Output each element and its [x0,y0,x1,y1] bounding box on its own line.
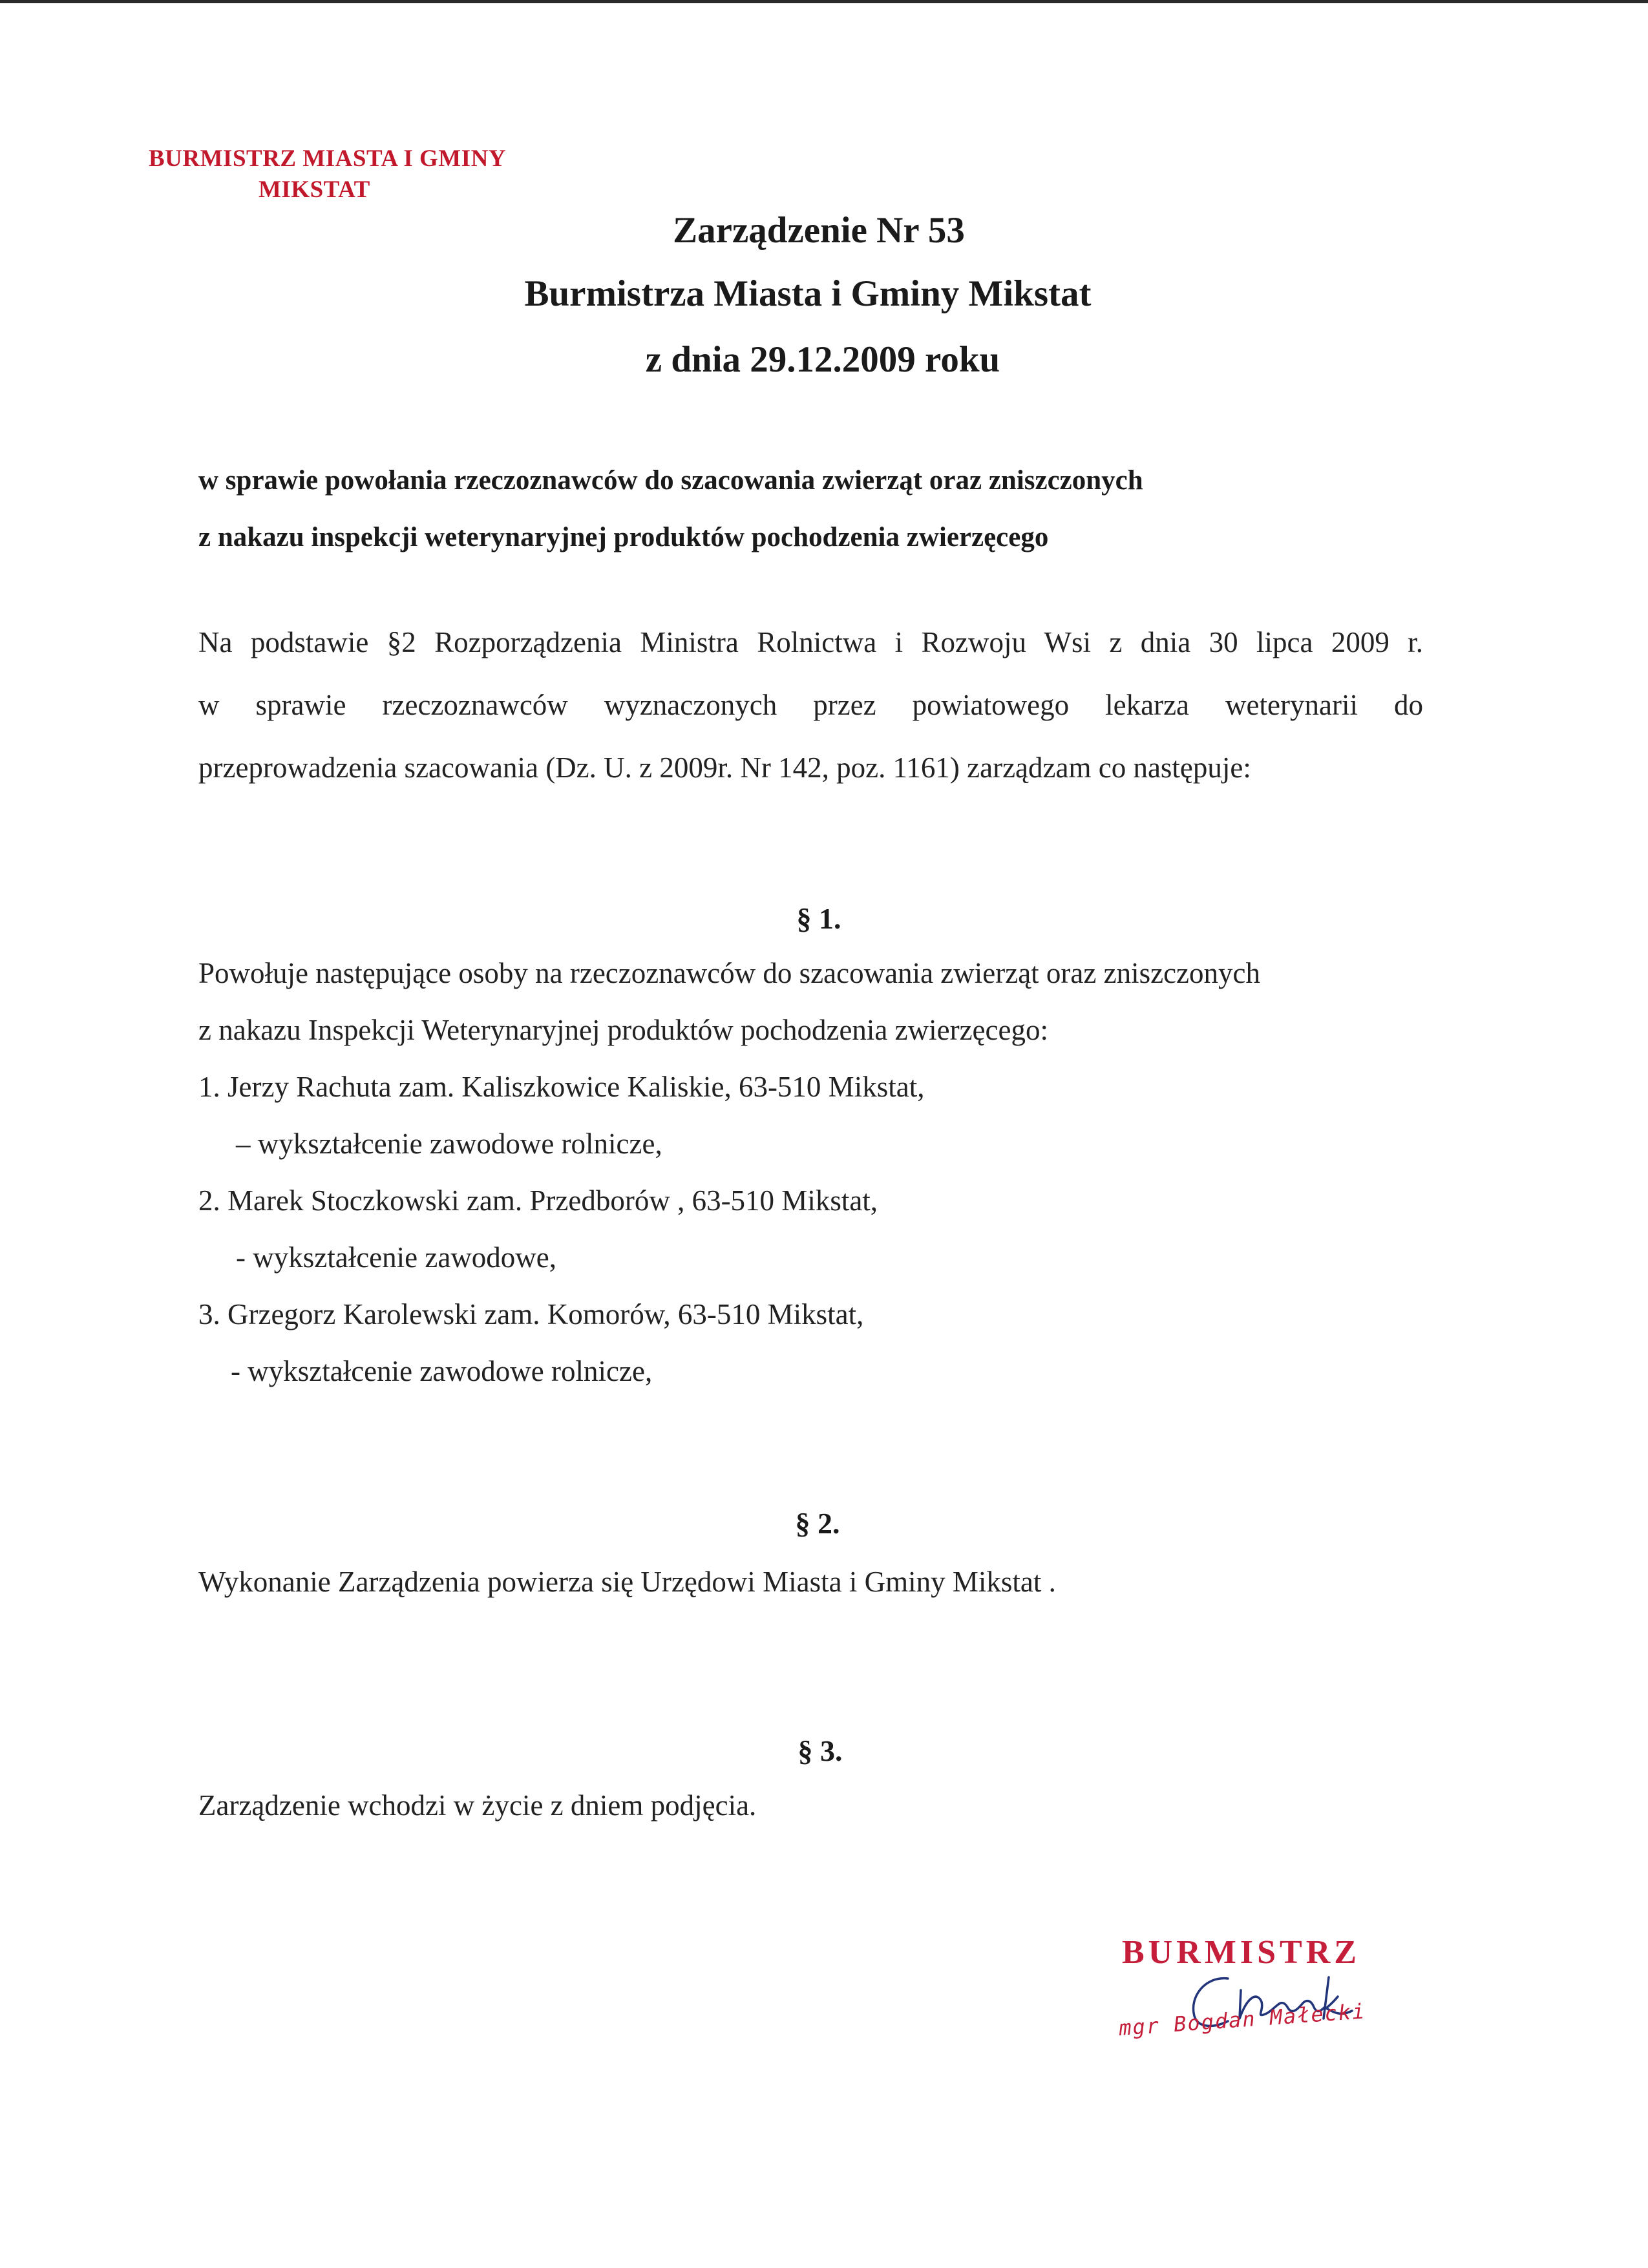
section2-body [198,1553,1056,1610]
section1-body [198,945,1260,1400]
issuer-title: Burmistrza Miasta i Gminy Mikstat [524,273,1092,314]
list-item-person: 1. Jerzy Rachuta zam. Kaliszkowice Kaliskie, 63-510 Mikstat, [198,1071,925,1103]
signature-stamp-title: BURMISTRZ [1122,1934,1360,1971]
basis-line1: Na podstawie §2 Rozporządzenia Ministra Rolnictwa i Rozwoju Wsi z dnia 30 lipca 2009 r. [198,626,1423,658]
signature-stamp-name: mgr Bogdan Małecki [1118,1999,1367,2041]
top-scan-edge [0,0,1648,3]
section2-text: Wykonanie Zarządzenia powierza się Urzędowi Miasta i Gminy Mikstat . [198,1566,1056,1598]
section2-heading: § 2. [795,1507,840,1540]
signature-stamp [1118,1926,1402,2081]
list-item-education: - wykształcenie zawodowe, [236,1241,557,1274]
subject-line2: z nakazu inspekcji weterynaryjnej produktów pochodzenia zwierzęcego [198,522,1049,552]
list-item-education: – wykształcenie zawodowe rolnicze, [236,1128,662,1160]
stamp-header-line2: MIKSTAT [259,176,370,203]
list-item-education: - wykształcenie zawodowe rolnicze, [231,1355,653,1387]
section3-body [198,1777,756,1834]
section1-heading: § 1. [796,902,841,935]
stamp-header-line1: BURMISTRZ MIASTA I GMINY [149,145,507,172]
subject-block [198,452,1143,566]
document-date: z dnia 29.12.2009 roku [645,339,1000,380]
document-title: Zarządzenie Nr 53 [673,210,965,251]
section1-intro-line2: z nakazu Inspekcji Weterynaryjnej produktów pochodzenia zwierzęcego: [198,1014,1048,1046]
section3-heading: § 3. [798,1734,843,1767]
office-header-stamp [149,143,506,205]
basis-line2: w sprawie rzeczoznawców wyznaczonych przez powiatowego lekarza weterynarii do [198,689,1423,721]
list-item-person: 3. Grzegorz Karolewski zam. Komorów, 63-510 Mikstat, [198,1298,864,1330]
basis-line3: przeprowadzenia szacowania (Dz. U. z 2009r. Nr 142, poz. 1161) zarządzam co następuje: [198,751,1251,784]
legal-basis-paragraph [198,611,1423,799]
subject-line1: w sprawie powołania rzeczoznawców do szacowania zwierząt oraz zniszczonych [198,465,1143,496]
section1-intro-line1: Powołuje następujące osoby na rzeczoznawców do szacowania zwierząt oraz zniszczonych [198,957,1260,989]
section3-text: Zarządzenie wchodzi w życie z dniem podjęcia. [198,1789,757,1822]
list-item-person: 2. Marek Stoczkowski zam. Przedborów , 63-510 Mikstat, [198,1184,878,1217]
